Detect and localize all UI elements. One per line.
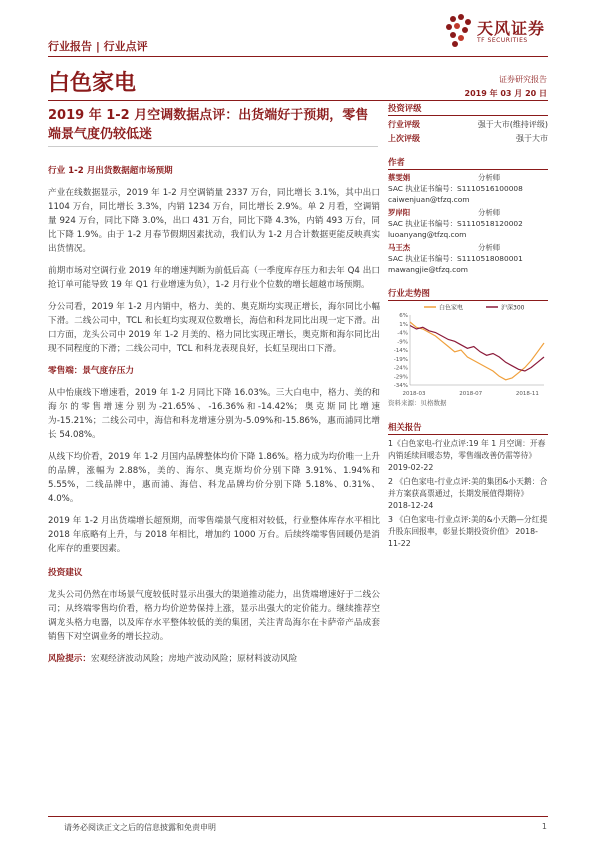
author-entry [388,242,548,275]
report-category: 行业报告 | 行业点评 [48,40,148,53]
trend-chart [388,301,548,397]
industry-name: 白色家电 [48,71,137,96]
header-divider [48,56,548,57]
related-report-link[interactable]: 1《白色家电-行业点评:19 年 1 月空调：开春内销延续回暖态势，零售端改善仍需等待》 2019-02-22 [388,439,546,472]
rating-title: 投资评级 [388,103,422,113]
section-retail [48,364,380,556]
section-heading: 零售端：景气度存压力 [48,366,134,376]
page-number: 1 [541,822,547,831]
author-email[interactable]: mawangjie@tfzq.com [388,265,468,274]
y-tick-label: -19% [393,356,408,363]
logo-chinese-name: 天风证券 [477,19,546,38]
risk-label: 风险提示： [48,654,91,664]
x-tick-label: 2018-07 [459,391,483,397]
y-tick-label: -34% [393,383,408,389]
author-role: 分析师 [478,208,501,217]
company-logo [445,10,555,52]
section-heading: 行业 1-2 月出货数据超市场预期 [48,166,173,176]
section-heading: 投资建议 [48,568,83,578]
author-email[interactable]: caiwenjuan@tfzq.com [388,195,470,204]
y-tick-label: -24% [393,365,408,372]
related-report-link[interactable]: 2 《白色家电-行业点评:美的集团&小天鹅：合并方案获高票通过，长期发展值得期待》 2018-12-24 [388,477,548,510]
paragraph: 分公司看，2019 年 1-2 月内销中，格力、美的、奥克斯均实现正增长，海尔同比小幅下滑。二线公司中，TCL 和长虹均实现双位数增长，海信和科龙同比出现一定下滑。出口方面，龙头公司中 2019 年 1-2 月美的、格力同比实现正增长，奥克斯和海尔同比出现不同程度的下滑；二线公司中，TCL 和科龙表现良好，长虹呈现出口下滑。 [48,302,380,354]
paragraph: 2019 年 1-2 月出货端增长超预期，而零售端景气度相对较低，行业整体库存水平相比 2018 年底略有上升，与 2018 年相比，增加约 1000 万台。后续终端零售回暖仍是消化库存的重要因素。 [48,516,380,554]
author-entry [388,172,548,205]
rating-industry-label: 行业评级 [388,120,420,129]
risk-warning [48,652,380,666]
rating-previous [388,132,548,146]
title-divider [48,100,548,101]
paragraph: 从中怡康线下增速看，2019 年 1-2 月同比下降 16.03%。三大白电中，格力、美的和海尔的零售增速分别为-21.65%、-16.36%和-14.42%；奥克斯同比增速为-15.21%；二线公司中，海信和科龙增速分别为-5.09%和-15.86%，惠而浦同比增长 54.08%。 [48,388,380,440]
logo-english-name: TF SECURITIES [477,37,528,44]
side-divider [388,434,548,435]
rating-industry [388,118,548,132]
related-title: 相关报告 [388,422,422,432]
author-name: 蔡雯娟 [388,173,411,182]
chart-source: 资料来源：贝格数据 [388,399,447,407]
side-divider [388,115,548,116]
y-tick-label: -9% [397,339,408,346]
footer-divider [48,816,548,817]
author-role: 分析师 [478,173,501,182]
y-tick-label: -4% [397,330,408,337]
y-tick-label: -14% [393,348,408,354]
legend-label: 白色家电 [439,304,464,312]
footer-disclaimer: 请务必阅读正文之后的信息披露和免责申明 [64,823,216,832]
y-tick-label: -29% [393,374,408,381]
author-role: 分析师 [478,243,501,252]
author-name: 马王杰 [388,243,411,252]
author-email[interactable]: luoanyang@tfzq.com [388,230,467,239]
section-investment [48,566,380,644]
section-outlook [48,164,380,356]
rating-prev-label: 上次评级 [388,134,420,143]
author-cert: SAC 执业证书编号：S1110518080001 [388,254,523,263]
paragraph: 前期市场对空调行业 2019 年的增速判断为前低后高（一季度库存压力和去年 Q4 出口抢订单可能导致 19 年 Q1 行业增速为负），1-2 月行业个位数的增长超越市场预期。 [48,266,380,290]
rating-prev-value: 强于大市 [516,134,548,143]
side-panel [388,102,548,552]
report-title: 2019 年 1-2 月空调数据点评：出货端好于预期，零售端景气度仍较低迷 [48,108,369,142]
report-type: 证券研究报告 [499,75,547,84]
legend-label: 沪深300 [501,304,525,312]
series-line [410,326,544,372]
author-cert: SAC 执业证书编号：S1110516100008 [388,184,523,193]
paragraph: 产业在线数据显示，2019 年 1-2 月空调销量 2337 万台，同比增长 3.1%，其中出口 1104 万台，同比增长 3.3%，内销 1234 万台，同比增长 2.9%。单 2 月看，空调销量 924 万台，同比下降 3.0%，出口 431 万台，同比下降 4.3%，内销 493 万台，同比下降 1.9%。由于 1-2 月春节假期因素扰动，我们认为 1-2 月合计数据更能反映真实出货情况。 [48,188,380,254]
main-body [48,164,380,666]
risk-text: 宏观经济波动风险；房地产波动风险；原材料波动风险 [90,654,298,664]
paragraph: 龙头公司仍然在市场景气度较低时显示出强大的渠道推动能力，出货端增速好于二线公司；从终端零售均价看，格力均价逆势保持上涨，显示出强大的定价能力。继续推荐空调龙头格力电器，以及库存水平整体较低的美的集团，关注青岛海尔在卡萨帝产品成套销售下对空调业务的增长拉动。 [48,590,380,642]
author-cert: SAC 执业证书编号：S1110518120002 [388,219,523,228]
related-report-link[interactable]: 3 《白色家电-行业点评:美的&小天鹅—分红提升股东回报率，彰显长期投资价值》 2018-11-22 [388,515,548,548]
report-date: 2019 年 03 月 20 日 [464,89,547,98]
paragraph: 从线下均价看，2019 年 1-2 月国内品牌整体均价下降 1.86%。格力成为均价唯一上升的品牌，涨幅为 2.88%，美的、海尔、奥克斯均价分别下降 3.91%、1.94%和 5.55%，二线品牌中，惠而浦、海信、科龙品牌均价分别下降 5.18%、0.31%、4.0%。 [48,452,380,504]
title-underline [48,146,378,147]
rating-industry-value: 强于大市(维持评级) [477,120,548,129]
author-entry [388,207,548,240]
tf-logo-icon [445,14,473,48]
x-tick-label: 2018-03 [402,391,426,397]
y-tick-label: 6% [399,313,408,319]
authors-title: 作者 [388,157,405,167]
chart-title: 行业走势图 [388,288,430,298]
x-tick-label: 2018-11 [515,391,539,397]
author-name: 罗岸阳 [388,208,411,217]
y-tick-label: 1% [399,321,408,328]
side-divider [388,169,548,170]
